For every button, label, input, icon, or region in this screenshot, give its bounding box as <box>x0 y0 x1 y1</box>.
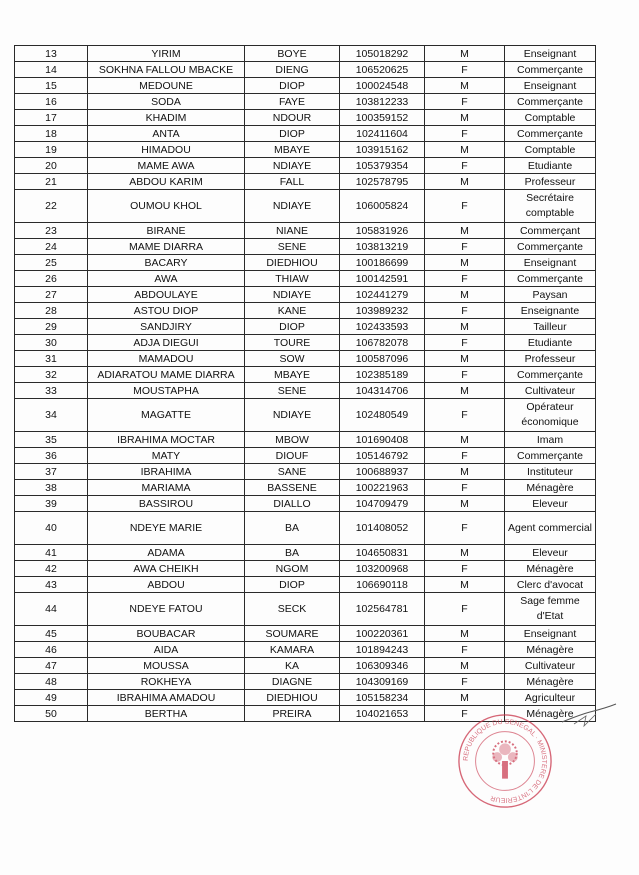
last-name-cell: SENE <box>245 239 340 255</box>
first-name-cell: MATY <box>88 448 245 464</box>
id-number-cell: 102385189 <box>340 367 425 383</box>
first-name-cell: YIRIM <box>88 46 245 62</box>
first-name-cell: ABDOU KARIM <box>88 174 245 190</box>
id-number-cell: 106690118 <box>340 577 425 593</box>
signature-scribble <box>560 700 620 730</box>
first-name-cell: OUMOU KHOL <box>88 190 245 223</box>
last-name-cell: NIANE <box>245 223 340 239</box>
first-name-cell: MARIAMA <box>88 480 245 496</box>
sex-cell: M <box>425 223 505 239</box>
profession-cell: Agent commercial <box>505 512 596 545</box>
first-name-cell: ADAMA <box>88 545 245 561</box>
table-row <box>15 142 596 158</box>
id-number-cell: 102480549 <box>340 399 425 432</box>
row-number-cell: 17 <box>15 110 88 126</box>
profession-cell: Commerçante <box>505 239 596 255</box>
last-name-cell: NDIAYE <box>245 287 340 303</box>
sex-cell: M <box>425 690 505 706</box>
sex-cell: F <box>425 239 505 255</box>
sex-cell: M <box>425 383 505 399</box>
last-name-cell: MBAYE <box>245 142 340 158</box>
last-name-cell: DIEDHIOU <box>245 255 340 271</box>
table-row <box>15 303 596 319</box>
profession-cell: Commerçante <box>505 94 596 110</box>
profession-cell: Commerçante <box>505 126 596 142</box>
official-stamp <box>456 712 554 810</box>
table-row <box>15 319 596 335</box>
profession-cell: Commerçant <box>505 223 596 239</box>
profession-cell: Tailleur <box>505 319 596 335</box>
first-name-cell: MAME DIARRA <box>88 239 245 255</box>
sex-cell: F <box>425 448 505 464</box>
first-name-cell: BIRANE <box>88 223 245 239</box>
profession-cell: Comptable <box>505 142 596 158</box>
sex-cell: F <box>425 271 505 287</box>
row-number-cell: 32 <box>15 367 88 383</box>
first-name-cell: KHADIM <box>88 110 245 126</box>
profession-cell: Ménagère <box>505 642 596 658</box>
last-name-cell: BOYE <box>245 46 340 62</box>
id-number-cell: 106005824 <box>340 190 425 223</box>
profession-cell: Ménagère <box>505 480 596 496</box>
table-row <box>15 658 596 674</box>
table-row <box>15 94 596 110</box>
profession-cell: Professeur <box>505 351 596 367</box>
table-row <box>15 464 596 480</box>
row-number-cell: 35 <box>15 432 88 448</box>
sex-cell: M <box>425 658 505 674</box>
sex-cell: M <box>425 110 505 126</box>
row-number-cell: 23 <box>15 223 88 239</box>
table-row <box>15 496 596 512</box>
first-name-cell: ROKHEYA <box>88 674 245 690</box>
id-number-cell: 104314706 <box>340 383 425 399</box>
id-number-cell: 103915162 <box>340 142 425 158</box>
first-name-cell: AWA CHEIKH <box>88 561 245 577</box>
last-name-cell: DIENG <box>245 62 340 78</box>
profession-cell: Ménagère <box>505 706 596 722</box>
table-row <box>15 335 596 351</box>
row-number-cell: 34 <box>15 399 88 432</box>
row-number-cell: 43 <box>15 577 88 593</box>
sex-cell: F <box>425 399 505 432</box>
last-name-cell: KANE <box>245 303 340 319</box>
row-number-cell: 19 <box>15 142 88 158</box>
id-number-cell: 103812233 <box>340 94 425 110</box>
id-number-cell: 106520625 <box>340 62 425 78</box>
id-number-cell: 105018292 <box>340 46 425 62</box>
sex-cell: M <box>425 496 505 512</box>
row-number-cell: 28 <box>15 303 88 319</box>
first-name-cell: MAGATTE <box>88 399 245 432</box>
sex-cell: F <box>425 593 505 626</box>
sex-cell: F <box>425 674 505 690</box>
id-number-cell: 102578795 <box>340 174 425 190</box>
table-row <box>15 448 596 464</box>
sex-cell: F <box>425 706 505 722</box>
last-name-cell: FAYE <box>245 94 340 110</box>
table-row <box>15 287 596 303</box>
row-number-cell: 50 <box>15 706 88 722</box>
first-name-cell: ABDOULAYE <box>88 287 245 303</box>
first-name-cell: BASSIROU <box>88 496 245 512</box>
row-number-cell: 38 <box>15 480 88 496</box>
id-number-cell: 100587096 <box>340 351 425 367</box>
last-name-cell: DIOUF <box>245 448 340 464</box>
last-name-cell: BASSENE <box>245 480 340 496</box>
id-number-cell: 100024548 <box>340 78 425 94</box>
id-number-cell: 104709479 <box>340 496 425 512</box>
table-row <box>15 593 596 626</box>
sex-cell: F <box>425 642 505 658</box>
id-number-cell: 100142591 <box>340 271 425 287</box>
row-number-cell: 42 <box>15 561 88 577</box>
id-number-cell: 104021653 <box>340 706 425 722</box>
last-name-cell: PREIRA <box>245 706 340 722</box>
sex-cell: M <box>425 78 505 94</box>
table-row <box>15 512 596 545</box>
last-name-cell: SANE <box>245 464 340 480</box>
profession-cell: Enseignant <box>505 78 596 94</box>
sex-cell: F <box>425 94 505 110</box>
profession-cell: Professeur <box>505 174 596 190</box>
sex-cell: F <box>425 126 505 142</box>
table-row <box>15 367 596 383</box>
first-name-cell: ABDOU <box>88 577 245 593</box>
profession-cell: Ménagère <box>505 561 596 577</box>
first-name-cell: NDEYE MARIE <box>88 512 245 545</box>
profession-cell: Sage femme d'Etat <box>505 593 596 626</box>
sex-cell: M <box>425 319 505 335</box>
roster-table <box>14 45 596 722</box>
last-name-cell: SOUMARE <box>245 626 340 642</box>
first-name-cell: MOUSTAPHA <box>88 383 245 399</box>
last-name-cell: DIEDHIOU <box>245 690 340 706</box>
row-number-cell: 29 <box>15 319 88 335</box>
last-name-cell: BA <box>245 545 340 561</box>
table-row <box>15 126 596 142</box>
row-number-cell: 46 <box>15 642 88 658</box>
profession-cell: Enseignant <box>505 255 596 271</box>
last-name-cell: BA <box>245 512 340 545</box>
profession-cell: Secrétaire comptable <box>505 190 596 223</box>
last-name-cell: DIOP <box>245 78 340 94</box>
table-row <box>15 174 596 190</box>
last-name-cell: NDIAYE <box>245 158 340 174</box>
table-row <box>15 351 596 367</box>
profession-cell: Cultivateur <box>505 658 596 674</box>
first-name-cell: MAME AWA <box>88 158 245 174</box>
profession-cell: Paysan <box>505 287 596 303</box>
last-name-cell: SOW <box>245 351 340 367</box>
sex-cell: M <box>425 46 505 62</box>
profession-cell: Etudiante <box>505 335 596 351</box>
table-row <box>15 383 596 399</box>
id-number-cell: 102433593 <box>340 319 425 335</box>
id-number-cell: 100688937 <box>340 464 425 480</box>
profession-cell: Commerçante <box>505 271 596 287</box>
profession-cell: Opérateur économique <box>505 399 596 432</box>
table-row <box>15 432 596 448</box>
sex-cell: M <box>425 174 505 190</box>
sex-cell: F <box>425 335 505 351</box>
row-number-cell: 48 <box>15 674 88 690</box>
table-row <box>15 626 596 642</box>
row-number-cell: 25 <box>15 255 88 271</box>
id-number-cell: 101690408 <box>340 432 425 448</box>
id-number-cell: 104650831 <box>340 545 425 561</box>
row-number-cell: 36 <box>15 448 88 464</box>
row-number-cell: 41 <box>15 545 88 561</box>
last-name-cell: SENE <box>245 383 340 399</box>
profession-cell: Eleveur <box>505 496 596 512</box>
sex-cell: F <box>425 62 505 78</box>
id-number-cell: 102441279 <box>340 287 425 303</box>
profession-cell: Cultivateur <box>505 383 596 399</box>
sex-cell: F <box>425 367 505 383</box>
stamp-text: REPUBLIQUE DU SENEGAL · MINISTERE DE L'INTERIEUR <box>462 718 548 804</box>
sex-cell: F <box>425 512 505 545</box>
row-number-cell: 20 <box>15 158 88 174</box>
row-number-cell: 14 <box>15 62 88 78</box>
sex-cell: M <box>425 545 505 561</box>
row-number-cell: 22 <box>15 190 88 223</box>
profession-cell: Enseignant <box>505 46 596 62</box>
id-number-cell: 100220361 <box>340 626 425 642</box>
row-number-cell: 31 <box>15 351 88 367</box>
row-number-cell: 15 <box>15 78 88 94</box>
last-name-cell: KAMARA <box>245 642 340 658</box>
profession-cell: Enseignante <box>505 303 596 319</box>
profession-cell: Commerçante <box>505 62 596 78</box>
first-name-cell: AIDA <box>88 642 245 658</box>
row-number-cell: 47 <box>15 658 88 674</box>
last-name-cell: NDIAYE <box>245 190 340 223</box>
first-name-cell: IBRAHIMA AMADOU <box>88 690 245 706</box>
profession-cell: Eleveur <box>505 545 596 561</box>
id-number-cell: 102411604 <box>340 126 425 142</box>
last-name-cell: MBOW <box>245 432 340 448</box>
first-name-cell: SODA <box>88 94 245 110</box>
id-number-cell: 105379354 <box>340 158 425 174</box>
sex-cell: M <box>425 351 505 367</box>
row-number-cell: 37 <box>15 464 88 480</box>
id-number-cell: 100359152 <box>340 110 425 126</box>
table-row <box>15 399 596 432</box>
first-name-cell: SOKHNA FALLOU MBACKE <box>88 62 245 78</box>
sex-cell: M <box>425 287 505 303</box>
last-name-cell: DIOP <box>245 319 340 335</box>
last-name-cell: NDOUR <box>245 110 340 126</box>
table-row <box>15 62 596 78</box>
profession-cell: Imam <box>505 432 596 448</box>
last-name-cell: NDIAYE <box>245 399 340 432</box>
id-number-cell: 101894243 <box>340 642 425 658</box>
row-number-cell: 16 <box>15 94 88 110</box>
table-row <box>15 642 596 658</box>
row-number-cell: 27 <box>15 287 88 303</box>
row-number-cell: 18 <box>15 126 88 142</box>
last-name-cell: THIAW <box>245 271 340 287</box>
row-number-cell: 21 <box>15 174 88 190</box>
id-number-cell: 100186699 <box>340 255 425 271</box>
profession-cell: Ménagère <box>505 674 596 690</box>
first-name-cell: ASTOU DIOP <box>88 303 245 319</box>
first-name-cell: MAMADOU <box>88 351 245 367</box>
row-number-cell: 30 <box>15 335 88 351</box>
last-name-cell: FALL <box>245 174 340 190</box>
first-name-cell: ADJA DIEGUI <box>88 335 245 351</box>
sex-cell: M <box>425 142 505 158</box>
first-name-cell: HIMADOU <box>88 142 245 158</box>
first-name-cell: ADIARATOU MAME DIARRA <box>88 367 245 383</box>
last-name-cell: DIAGNE <box>245 674 340 690</box>
id-number-cell: 103989232 <box>340 303 425 319</box>
first-name-cell: NDEYE FATOU <box>88 593 245 626</box>
sex-cell: F <box>425 561 505 577</box>
id-number-cell: 102564781 <box>340 593 425 626</box>
table-row <box>15 271 596 287</box>
last-name-cell: MBAYE <box>245 367 340 383</box>
first-name-cell: IBRAHIMA MOCTAR <box>88 432 245 448</box>
sex-cell: M <box>425 255 505 271</box>
id-number-cell: 105158234 <box>340 690 425 706</box>
profession-cell: Etudiante <box>505 158 596 174</box>
baobab-tree-icon <box>492 741 517 778</box>
id-number-cell: 101408052 <box>340 512 425 545</box>
table-row <box>15 223 596 239</box>
sex-cell: F <box>425 190 505 223</box>
sex-cell: M <box>425 626 505 642</box>
id-number-cell: 106309346 <box>340 658 425 674</box>
first-name-cell: AWA <box>88 271 245 287</box>
table-row <box>15 545 596 561</box>
profession-cell: Agriculteur <box>505 690 596 706</box>
roster-body <box>15 46 596 722</box>
row-number-cell: 33 <box>15 383 88 399</box>
table-row <box>15 674 596 690</box>
first-name-cell: MEDOUNE <box>88 78 245 94</box>
sex-cell: M <box>425 432 505 448</box>
profession-cell: Commerçante <box>505 367 596 383</box>
row-number-cell: 24 <box>15 239 88 255</box>
table-row <box>15 255 596 271</box>
row-number-cell: 44 <box>15 593 88 626</box>
id-number-cell: 106782078 <box>340 335 425 351</box>
row-number-cell: 13 <box>15 46 88 62</box>
row-number-cell: 40 <box>15 512 88 545</box>
id-number-cell: 100221963 <box>340 480 425 496</box>
first-name-cell: MOUSSA <box>88 658 245 674</box>
profession-cell: Instituteur <box>505 464 596 480</box>
profession-cell: Commerçante <box>505 448 596 464</box>
table-row <box>15 239 596 255</box>
table-row <box>15 110 596 126</box>
id-number-cell: 105146792 <box>340 448 425 464</box>
row-number-cell: 39 <box>15 496 88 512</box>
table-row <box>15 577 596 593</box>
row-number-cell: 49 <box>15 690 88 706</box>
sex-cell: F <box>425 480 505 496</box>
sex-cell: F <box>425 158 505 174</box>
table-row <box>15 690 596 706</box>
table-row <box>15 190 596 223</box>
last-name-cell: KA <box>245 658 340 674</box>
first-name-cell: ANTA <box>88 126 245 142</box>
first-name-cell: IBRAHIMA <box>88 464 245 480</box>
table-row <box>15 78 596 94</box>
table-row <box>15 480 596 496</box>
sex-cell: M <box>425 464 505 480</box>
last-name-cell: DIALLO <box>245 496 340 512</box>
table-row <box>15 46 596 62</box>
sex-cell: M <box>425 577 505 593</box>
first-name-cell: BERTHA <box>88 706 245 722</box>
first-name-cell: BACARY <box>88 255 245 271</box>
last-name-cell: DIOP <box>245 126 340 142</box>
id-number-cell: 105831926 <box>340 223 425 239</box>
profession-cell: Clerc d'avocat <box>505 577 596 593</box>
row-number-cell: 45 <box>15 626 88 642</box>
id-number-cell: 103813219 <box>340 239 425 255</box>
last-name-cell: NGOM <box>245 561 340 577</box>
sex-cell: F <box>425 303 505 319</box>
profession-cell: Comptable <box>505 110 596 126</box>
id-number-cell: 103200968 <box>340 561 425 577</box>
first-name-cell: SANDJIRY <box>88 319 245 335</box>
table-row <box>15 561 596 577</box>
profession-cell: Enseignant <box>505 626 596 642</box>
last-name-cell: TOURE <box>245 335 340 351</box>
first-name-cell: BOUBACAR <box>88 626 245 642</box>
row-number-cell: 26 <box>15 271 88 287</box>
last-name-cell: SECK <box>245 593 340 626</box>
table-row <box>15 158 596 174</box>
last-name-cell: DIOP <box>245 577 340 593</box>
id-number-cell: 104309169 <box>340 674 425 690</box>
